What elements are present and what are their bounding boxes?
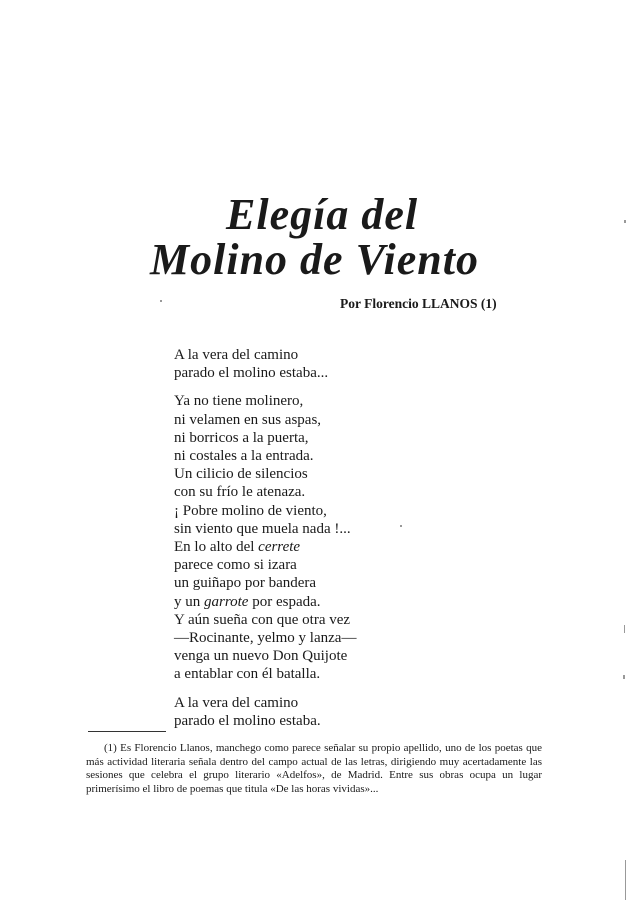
poem-line: Y aún sueña con que otra vez bbox=[174, 611, 351, 628]
poem-line: A la vera del camino bbox=[174, 347, 299, 363]
scan-speck bbox=[624, 625, 625, 633]
scan-speck bbox=[400, 525, 402, 527]
scan-speck bbox=[623, 675, 625, 679]
poem-line: ni velamen en sus aspas, bbox=[174, 411, 322, 428]
stanza-1 bbox=[174, 346, 356, 382]
poem-line: ni borricos a la puerta, bbox=[174, 429, 309, 446]
author-byline: Por Florencio LLANOS (1) bbox=[340, 296, 497, 311]
poem-line: Un cilicio de silencios bbox=[174, 466, 308, 483]
poem-line: a entablar con él batalla. bbox=[174, 666, 321, 683]
poem-line: ni costales a la entrada. bbox=[174, 448, 314, 465]
poem-line: Ya no tiene molinero, bbox=[174, 393, 304, 410]
poem-line: A la vera del camino bbox=[174, 694, 299, 711]
poem-line: venga un nuevo Don Quijote bbox=[174, 648, 348, 665]
poem-line: parado el molino estaba... bbox=[174, 365, 329, 382]
scan-speck bbox=[625, 860, 626, 900]
stanza-3 bbox=[174, 694, 356, 730]
poem-line: ¡ Pobre molino de viento, bbox=[174, 502, 327, 519]
poem-line: un guiñapo por bandera bbox=[174, 575, 317, 592]
poem-line: —Rocinante, yelmo y lanza— bbox=[174, 630, 357, 647]
poem-line: sin viento que muela nada !... bbox=[174, 520, 351, 537]
poem-body bbox=[174, 346, 356, 740]
title-line-1: Elegía del bbox=[226, 190, 419, 239]
poem-line: En lo alto del cerrete bbox=[174, 539, 301, 556]
poem-line: parado el molino estaba. bbox=[174, 712, 321, 729]
title-line-2: Molino de Viento bbox=[150, 235, 479, 284]
poem-line: parece como si izara bbox=[174, 557, 297, 574]
scan-speck bbox=[624, 220, 626, 223]
poem-line: con su frío le atenaza. bbox=[174, 484, 306, 501]
footnote-divider bbox=[88, 731, 166, 732]
poem-line: y un garrote por espada. bbox=[174, 593, 321, 610]
scan-speck bbox=[160, 300, 162, 302]
stanza-2 bbox=[174, 392, 356, 683]
footnote: (1) Es Florencio Llanos, manchego como parece señalar su propio apellido, uno de los poetas que más actividad literaria señala dentro del campo actual de las letras, dirigiendo muy acertadamente las sesiones que celebra el grupo literario «Adelfos», de Madrid. Entre sus obras ocupa un lugar primerísimo el libro de poemas que titula «De las horas vividas»... bbox=[86, 742, 542, 795]
